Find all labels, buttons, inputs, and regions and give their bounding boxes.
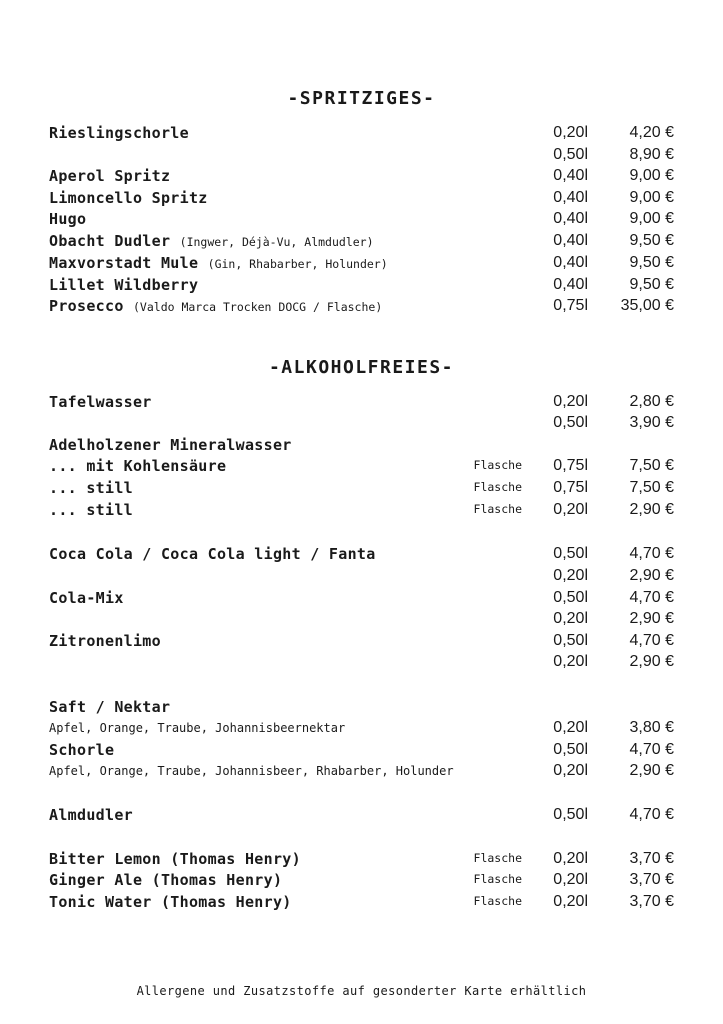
item-name: Schorle [49, 741, 115, 759]
item-price: 9,50 € [629, 254, 674, 271]
item-name: Tonic Water (Thomas Henry) [49, 893, 292, 911]
item-volume: 0,50l [553, 741, 588, 758]
menu-row [0, 276, 723, 298]
menu-row [0, 806, 723, 828]
item-name: Lillet Wildberry [49, 276, 199, 294]
menu-row [0, 698, 723, 720]
item-name: Saft / Nektar [49, 698, 171, 716]
item-volume: 0,20l [553, 501, 588, 518]
item-volume: 0,20l [553, 871, 588, 888]
item-price: 9,50 € [629, 232, 674, 249]
item-price: 9,50 € [629, 276, 674, 293]
menu-row [0, 393, 723, 415]
item-volume: 0,75l [553, 297, 588, 314]
item-price: 4,20 € [629, 124, 674, 141]
item-volume: 0,50l [553, 632, 588, 649]
section-heading-alkoholfreies: -ALKOHOLFREIES- [268, 357, 455, 378]
item-note: (Valdo Marca Trocken DOCG / Flasche) [133, 300, 383, 314]
item-price: 3,70 € [629, 871, 674, 888]
menu-row [0, 210, 723, 232]
bottle-label: Flasche [473, 851, 522, 865]
item-price: 7,50 € [629, 479, 674, 496]
item-name: Obacht Dudler (Ingwer, Déjà-Vu, Almdudler) [49, 232, 374, 250]
item-name: ... mit Kohlensäure [49, 457, 227, 475]
menu-row [0, 741, 723, 763]
allergen-notice: Allergene und Zusatzstoffe auf gesonderter Karte erhältlich [136, 984, 587, 998]
menu-row [0, 414, 723, 436]
bottle-label: Flasche [473, 458, 522, 472]
item-price: 4,70 € [629, 632, 674, 649]
menu-row [0, 871, 723, 893]
item-name: Ginger Ale (Thomas Henry) [49, 871, 283, 889]
menu-row [0, 545, 723, 567]
menu-row [0, 850, 723, 872]
item-volume: 0,40l [553, 254, 588, 271]
item-name: Bitter Lemon (Thomas Henry) [49, 850, 301, 868]
item-name: Almdudler [49, 806, 133, 824]
item-name: Maxvorstadt Mule (Gin, Rhabarber, Holunder) [49, 254, 388, 272]
item-name: Adelholzener Mineralwasser [49, 436, 292, 454]
menu-row [0, 653, 723, 675]
item-price: 2,90 € [629, 653, 674, 670]
menu-row [0, 146, 723, 168]
item-price: 4,70 € [629, 806, 674, 823]
item-name: Aperol Spritz [49, 167, 171, 185]
menu-row [0, 297, 723, 319]
item-volume: 0,50l [553, 414, 588, 431]
item-price: 35,00 € [620, 297, 674, 314]
item-volume: 0,40l [553, 276, 588, 293]
item-volume: 0,75l [553, 479, 588, 496]
section-heading-spritziges: -SPRITZIGES- [287, 88, 436, 109]
item-volume: 0,20l [553, 393, 588, 410]
item-price: 2,90 € [629, 567, 674, 584]
menu-row [0, 479, 723, 501]
menu-row [0, 762, 723, 784]
item-volume: 0,20l [553, 610, 588, 627]
item-volume: 0,40l [553, 210, 588, 227]
item-price: 2,90 € [629, 501, 674, 518]
item-price: 4,70 € [629, 741, 674, 758]
item-volume: 0,40l [553, 167, 588, 184]
menu-row [0, 189, 723, 211]
menu-row [0, 719, 723, 741]
item-volume: 0,20l [553, 850, 588, 867]
item-name: Coca Cola / Coca Cola light / Fanta [49, 545, 376, 563]
item-price: 9,00 € [629, 167, 674, 184]
item-volume: 0,50l [553, 589, 588, 606]
item-volume: 0,20l [553, 653, 588, 670]
item-name: Tafelwasser [49, 393, 152, 411]
item-name: ... still [49, 479, 133, 497]
item-description: Apfel, Orange, Traube, Johannisbeer, Rhabarber, Holunder [49, 764, 454, 778]
item-name: ... still [49, 501, 133, 519]
item-name: Prosecco (Valdo Marca Trocken DOCG / Flasche) [49, 297, 383, 315]
item-description: Apfel, Orange, Traube, Johannisbeernektar [49, 721, 346, 735]
menu-row [0, 124, 723, 146]
item-price: 4,70 € [629, 589, 674, 606]
item-price: 7,50 € [629, 457, 674, 474]
item-name: Rieslingschorle [49, 124, 189, 142]
item-volume: 0,75l [553, 457, 588, 474]
menu-row [0, 457, 723, 479]
item-price: 9,00 € [629, 210, 674, 227]
item-volume: 0,20l [553, 124, 588, 141]
item-volume: 0,50l [553, 545, 588, 562]
item-volume: 0,20l [553, 567, 588, 584]
item-name: Cola-Mix [49, 589, 124, 607]
item-price: 8,90 € [629, 146, 674, 163]
menu-row [0, 567, 723, 589]
item-volume: 0,50l [553, 806, 588, 823]
item-price: 3,90 € [629, 414, 674, 431]
item-price: 2,80 € [629, 393, 674, 410]
item-volume: 0,40l [553, 189, 588, 206]
item-price: 3,80 € [629, 719, 674, 736]
item-volume: 0,40l [553, 232, 588, 249]
item-price: 9,00 € [629, 189, 674, 206]
menu-row [0, 632, 723, 654]
item-volume: 0,20l [553, 719, 588, 736]
menu-row [0, 589, 723, 611]
menu-row [0, 893, 723, 915]
item-volume: 0,50l [553, 146, 588, 163]
item-price: 2,90 € [629, 762, 674, 779]
item-price: 3,70 € [629, 850, 674, 867]
item-volume: 0,20l [553, 762, 588, 779]
item-name: Zitronenlimo [49, 632, 161, 650]
item-note: (Gin, Rhabarber, Holunder) [207, 257, 388, 271]
item-name: Limoncello Spritz [49, 189, 208, 207]
menu-row [0, 254, 723, 276]
menu-row [0, 610, 723, 632]
item-volume: 0,20l [553, 893, 588, 910]
bottle-label: Flasche [473, 894, 522, 908]
menu-row [0, 167, 723, 189]
item-name: Hugo [49, 210, 87, 228]
item-price: 2,90 € [629, 610, 674, 627]
item-price: 4,70 € [629, 545, 674, 562]
menu-row [0, 436, 723, 458]
menu-row [0, 232, 723, 254]
menu-row [0, 501, 723, 523]
item-price: 3,70 € [629, 893, 674, 910]
bottle-label: Flasche [473, 480, 522, 494]
bottle-label: Flasche [473, 872, 522, 886]
bottle-label: Flasche [473, 502, 522, 516]
item-note: (Ingwer, Déjà-Vu, Almdudler) [179, 235, 374, 249]
